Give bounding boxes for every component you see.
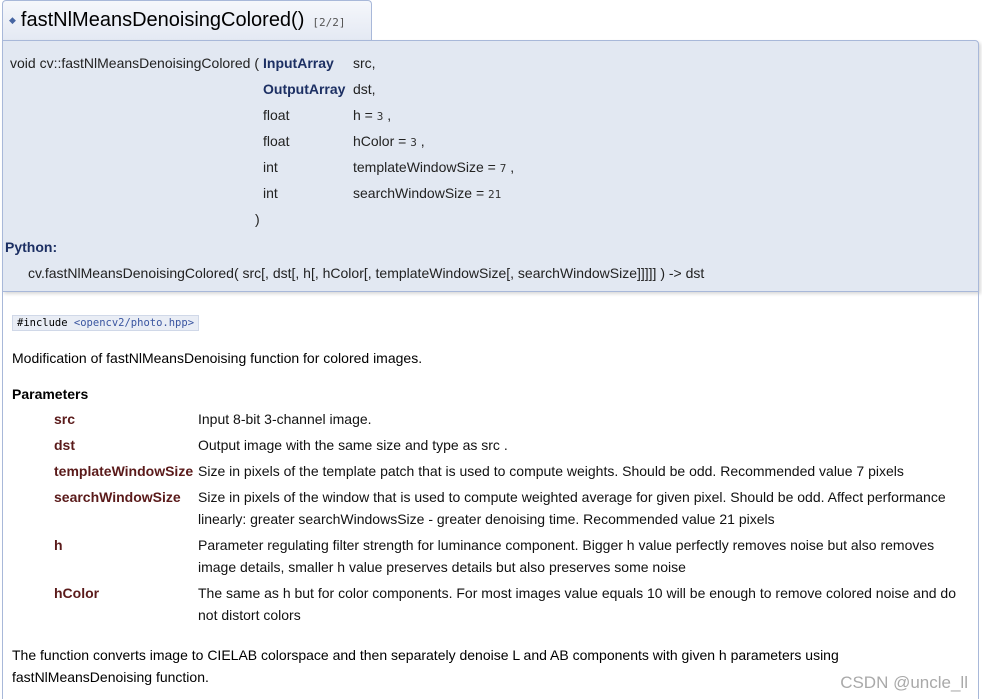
param-dst: dst (54, 437, 75, 453)
param-h-desc: Parameter regulating filter strength for luminance component. Bigger h value perfectly removes noise but also removes image details, smaller h value preserves details but also preserves some noise (198, 537, 935, 575)
param-with-default (353, 133, 425, 149)
param-suffix: , (387, 107, 392, 123)
function-documentation (2, 292, 979, 699)
param-name: src, (353, 55, 376, 71)
param-type: int (263, 159, 278, 175)
include-file-link[interactable]: <opencv2/photo.hpp> (73, 317, 195, 329)
signature-prefix: void cv::fastNlMeansDenoisingColored ( (10, 55, 259, 71)
param-name: dst, (353, 81, 376, 97)
param-type: float (263, 133, 290, 149)
param-name: searchWindowSize = (353, 185, 485, 201)
param-template-window-size: templateWindowSize (54, 463, 194, 479)
param-with-default (353, 159, 514, 175)
function-prototype (2, 40, 979, 292)
overload-index: [2/2] (312, 16, 346, 29)
param-name: h = (353, 107, 373, 123)
diamond-bullet-icon: ◆ (9, 15, 16, 25)
param-type-link[interactable]: OutputArray (263, 81, 346, 97)
param-name: hColor = (353, 133, 407, 149)
include-directive (12, 315, 199, 331)
param-src-desc: Input 8-bit 3-channel image. (198, 411, 372, 427)
param-hcolor-desc: The same as h but for color components. For most images value equals 10 will be enough to remove colored noise and do not distort colors (198, 585, 956, 623)
default-value: 3 (410, 136, 417, 149)
signature-close: ) (255, 211, 260, 227)
param-with-default (353, 107, 391, 123)
param-suffix: , (510, 159, 515, 175)
param-src: src (54, 411, 76, 427)
parameters-heading: Parameters (12, 386, 89, 402)
param-type: int (263, 185, 278, 201)
default-value: 7 (499, 162, 507, 175)
param-with-default (353, 185, 501, 201)
python-signature: cv.fastNlMeansDenoisingColored( src[, dst[, h[, hColor[, templateWindowSize[, searchWindowSize]]]]] ) -> dst (28, 265, 705, 281)
param-dst-desc: Output image with the same size and type as src . (198, 437, 508, 453)
param-search-window-size: searchWindowSize (54, 489, 181, 505)
default-value: 21 (488, 188, 502, 201)
python-label: Python: (5, 239, 58, 255)
param-hcolor: hColor (54, 585, 100, 601)
param-h: h (54, 537, 63, 553)
function-title-tab (2, 0, 372, 40)
param-name: templateWindowSize = (353, 159, 496, 175)
param-type-link[interactable]: InputArray (263, 55, 334, 71)
function-title: fastNlMeansDenoisingColored() (20, 9, 305, 31)
param-template-window-size-desc: Size in pixels of the template patch that is used to compute weights. Should be odd. Recommended value 7 pixels (198, 463, 904, 479)
param-search-window-size-desc: Size in pixels of the window that is used to compute weighted average for given pixel. Should be odd. Affect performance linearly: greater searchWindowsSize - greater denoising time. Recommended value 21 pixels (198, 489, 946, 527)
watermark: CSDN @uncle_ll (840, 673, 968, 692)
detailed-description: The function converts image to CIELAB colorspace and then separately denoise L and AB components with given h parameters using fastNlMeansDenoising function. (12, 647, 839, 685)
brief-description: Modification of fastNlMeansDenoising function for colored images. (12, 350, 423, 366)
param-type: float (263, 107, 290, 123)
default-value: 3 (376, 110, 384, 123)
include-keyword: #include (17, 317, 68, 329)
param-suffix: , (420, 133, 425, 149)
